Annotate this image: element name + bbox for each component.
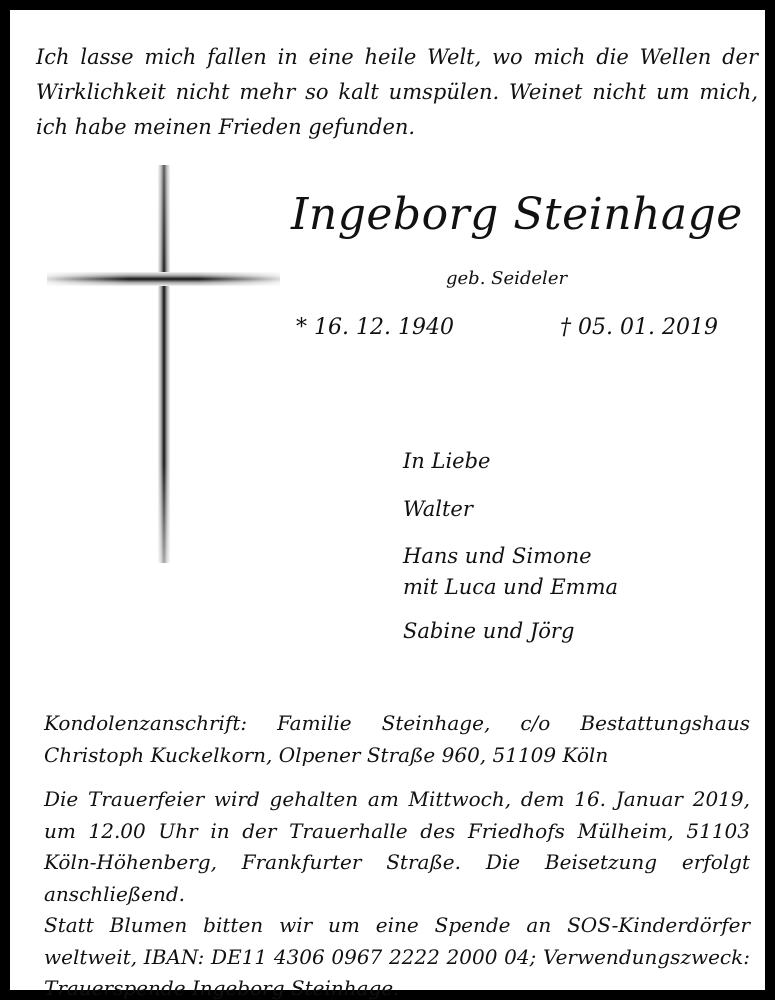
mourner-line: mit Luca und Emma <box>403 575 619 599</box>
cross-vertical-beam <box>158 165 170 563</box>
birth-name: geb. Seideler <box>446 268 568 289</box>
cross-horizontal-beam <box>47 272 280 286</box>
poem-text: Ich lasse mich fallen in eine heile Welt, wo mich die Wellen der Wirklichkeit nicht mehr so kalt umspülen. Weinet nicht um mich, ich habe meinen Frieden gefunden. <box>36 45 758 139</box>
mourner-line: In Liebe <box>403 449 491 473</box>
birth-date: * 16. 12. 1940 <box>296 315 454 340</box>
ceremony-paragraph: Die Trauerfeier wird gehalten am Mittwoch, dem 16. Januar 2019, um 12.00 Uhr in der Trauerhalle des Friedhofs Mülheim, 51103 Köln-Höhenberg, Frankfurter Straße. Die Beisetzung erfolgt anschließend. <box>44 787 750 906</box>
death-date: † 05. 01. 2019 <box>560 315 718 340</box>
mourner-line: Walter <box>403 497 473 521</box>
condolence-address: Kondolenzanschrift: Familie Steinhage, c/o Bestattungshaus Christoph Kuckelkorn, Olpener Straße 960, 51109 Köln <box>44 711 750 767</box>
deceased-name: Ingeborg Steinhage <box>291 189 743 240</box>
ceremony-info <box>44 784 750 1005</box>
donation-paragraph: Statt Blumen bitten wir um eine Spende an SOS-Kinderdörfer weltweit, IBAN: DE11 4306 0967 2222 2000 04; Verwendungszweck: Trauerspende Ingeborg Steinhage. <box>44 913 750 1000</box>
mourner-line: Sabine und Jörg <box>403 619 575 643</box>
mourner-line: Hans und Simone <box>403 544 592 568</box>
